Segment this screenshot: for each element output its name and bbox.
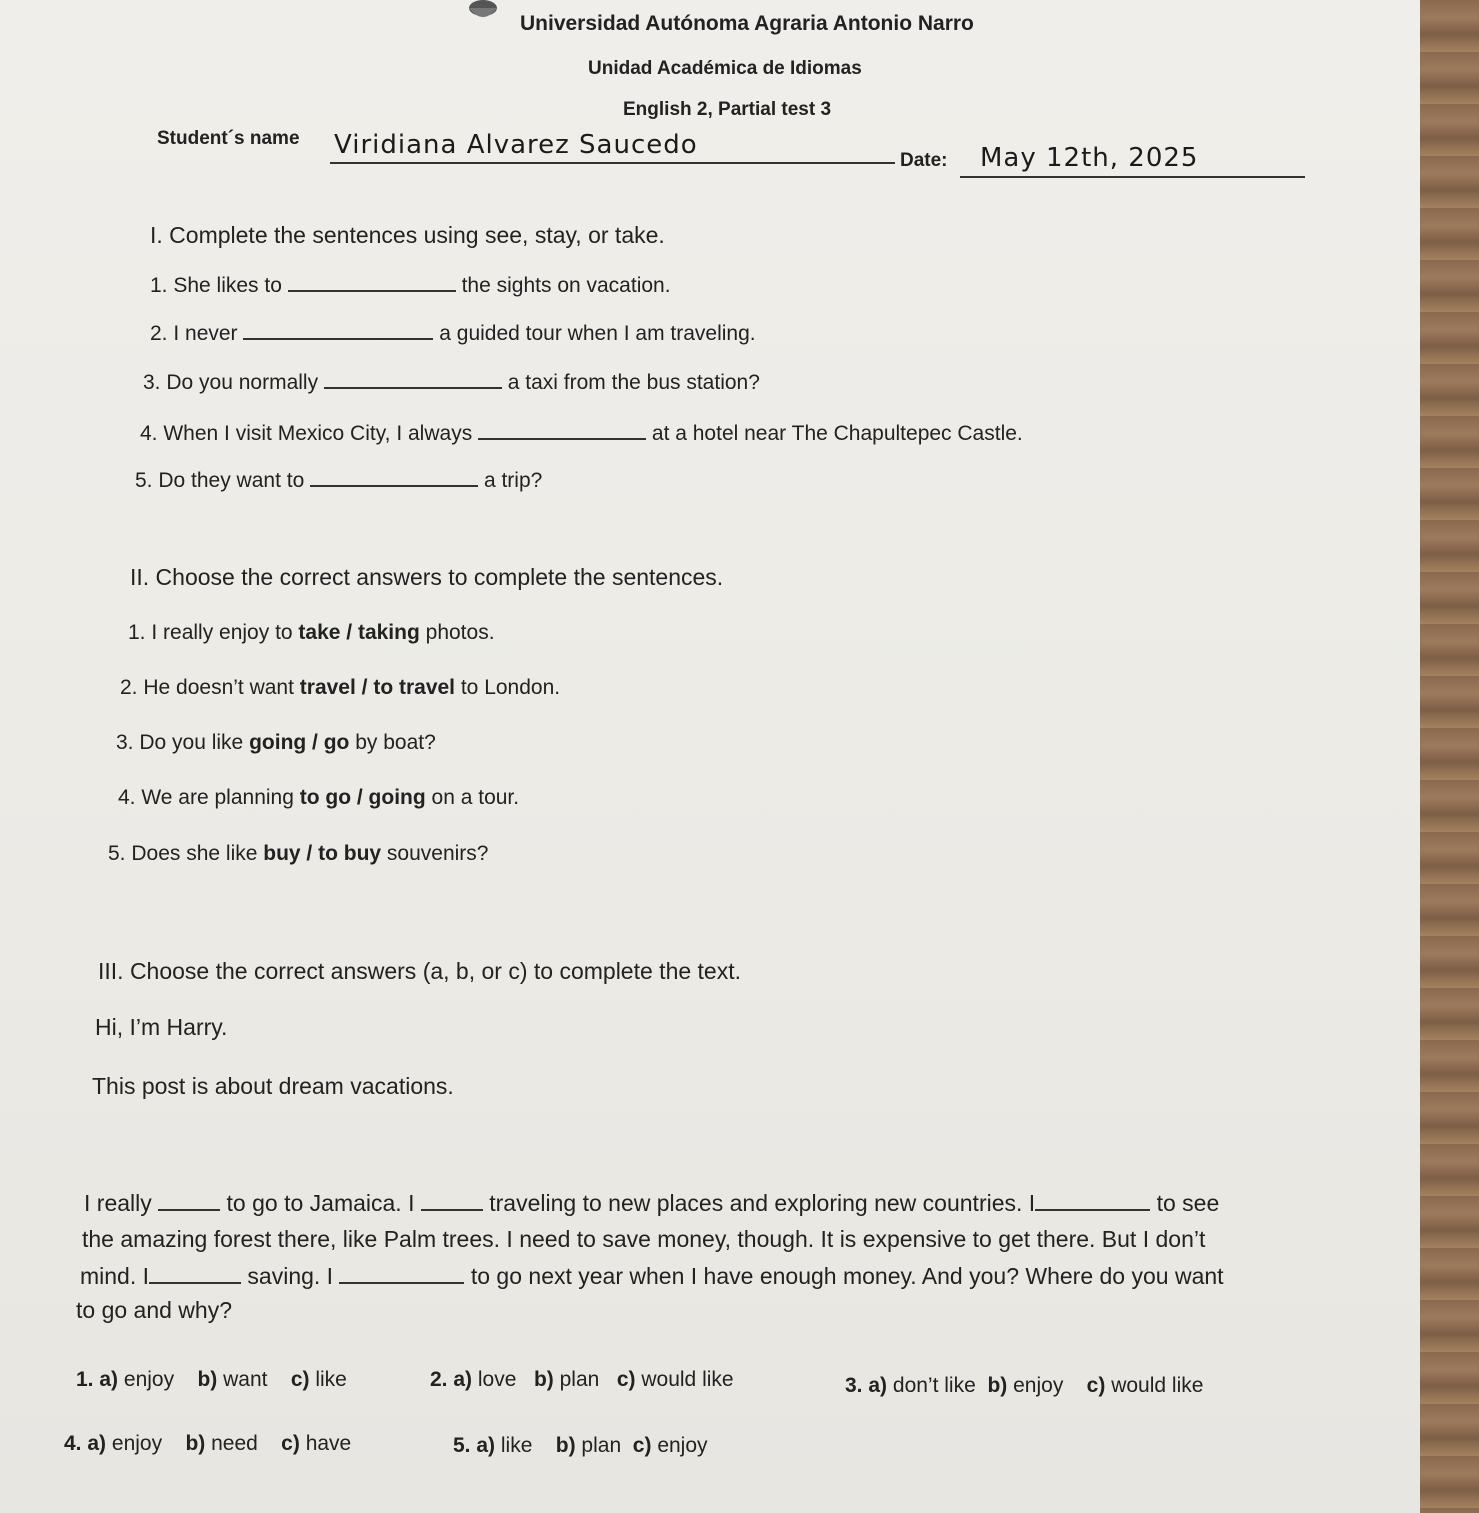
q1-option-c[interactable]: like xyxy=(315,1368,347,1391)
intro: This post is about dream vacations. xyxy=(92,1073,454,1099)
q2-option-a[interactable]: love xyxy=(477,1368,517,1391)
university-seal-icon xyxy=(465,0,501,24)
q1-option-a[interactable]: enjoy xyxy=(123,1368,175,1391)
section1-title: I. Complete the sentences using see, stay, or take. xyxy=(150,222,665,248)
student-name-label: Student´s name xyxy=(157,128,300,149)
s2-choice-1[interactable]: take / taking xyxy=(298,621,420,644)
s2-item-2: 2. He doesn’t want travel / to travel to London. xyxy=(120,676,561,699)
s1-item-1: 1. She likes to the sights on vacation. xyxy=(150,274,671,297)
section3-title: III. Choose the correct answers (a, b, or c) to complete the text. xyxy=(98,958,742,984)
options-q2: 2. a) love b) plan c) would like xyxy=(430,1368,734,1391)
s1-blank-4[interactable] xyxy=(478,420,646,440)
s1-item-5: 5. Do they want to a trip? xyxy=(135,469,543,492)
s1-blank-1[interactable] xyxy=(288,272,456,292)
text-line-3: mind. I saving. I to go next year when I have enough money. And you? Where do you want xyxy=(80,1263,1224,1289)
s1-blank-5[interactable] xyxy=(310,467,478,487)
s2-choice-5[interactable]: buy / to buy xyxy=(263,842,382,865)
q4-option-c[interactable]: have xyxy=(305,1432,352,1455)
s2-choice-3[interactable]: going / go xyxy=(249,731,350,754)
date-value[interactable]: May 12th, 2025 xyxy=(980,143,1199,173)
q4-option-a[interactable]: enjoy xyxy=(111,1432,163,1455)
s3-blank-4[interactable] xyxy=(149,1264,241,1284)
q5-option-c[interactable]: enjoy xyxy=(657,1434,708,1457)
s1-item-2: 2. I never a guided tour when I am traveling. xyxy=(150,322,756,345)
q3-option-a[interactable]: don’t like xyxy=(892,1374,976,1397)
test-title: English 2, Partial test 3 xyxy=(623,99,832,120)
options-q4: 4. a) enjoy b) need c) have xyxy=(64,1432,352,1455)
s1-item-4: 4. When I visit Mexico City, I always at a hotel near The Chapultepec Castle. xyxy=(140,422,1023,445)
s2-item-4: 4. We are planning to go / going on a tour. xyxy=(118,786,520,809)
q3-option-c[interactable]: would like xyxy=(1111,1374,1204,1397)
section2-title: II. Choose the correct answers to complete the sentences. xyxy=(130,564,724,590)
s3-blank-2[interactable] xyxy=(421,1191,483,1211)
s1-blank-2[interactable] xyxy=(243,320,433,340)
s3-blank-3[interactable] xyxy=(1035,1191,1150,1211)
q2-option-c[interactable]: would like xyxy=(641,1368,734,1391)
date-line xyxy=(960,176,1305,178)
options-q1: 1. a) enjoy b) want c) like xyxy=(76,1368,347,1391)
table-edge xyxy=(1420,0,1479,1513)
student-name-line xyxy=(330,162,895,164)
q4-option-b[interactable]: need xyxy=(211,1432,258,1455)
s2-choice-2[interactable]: travel / to travel xyxy=(299,676,456,699)
q3-option-b[interactable]: enjoy xyxy=(1013,1374,1064,1397)
s1-item-3: 3. Do you normally a taxi from the bus station? xyxy=(143,371,760,394)
greeting: Hi, I’m Harry. xyxy=(95,1014,228,1040)
s1-blank-3[interactable] xyxy=(324,369,502,389)
q5-option-b[interactable]: plan xyxy=(581,1434,622,1457)
s2-item-5: 5. Does she like buy / to buy souvenirs? xyxy=(108,842,489,865)
s2-choice-4[interactable]: to go / going xyxy=(299,786,426,809)
q1-option-b[interactable]: want xyxy=(223,1368,268,1391)
s2-item-1: 1. I really enjoy to take / taking photos. xyxy=(128,621,495,644)
s2-item-3: 3. Do you like going / go by boat? xyxy=(116,731,436,754)
s3-blank-1[interactable] xyxy=(158,1191,220,1211)
student-name-value[interactable]: Viridiana Alvarez Saucedo xyxy=(334,130,698,160)
q5-option-a[interactable]: like xyxy=(500,1434,533,1457)
options-q3: 3. a) don’t like b) enjoy c) would like xyxy=(845,1374,1204,1397)
s3-blank-5[interactable] xyxy=(339,1264,464,1284)
text-line-1: I really to go to Jamaica. I traveling to new places and exploring new countries. I to see xyxy=(84,1190,1220,1216)
date-label: Date: xyxy=(900,150,948,171)
options-q5: 5. a) like b) plan c) enjoy xyxy=(453,1434,708,1457)
university-name: Universidad Autónoma Agraria Antonio Narro xyxy=(520,12,974,35)
text-line-2: the amazing forest there, like Palm trees. I need to save money, though. It is expensive to get there. But I don’t xyxy=(82,1226,1206,1252)
text-line-4: to go and why? xyxy=(76,1297,233,1323)
q2-option-b[interactable]: plan xyxy=(559,1368,600,1391)
unit-name: Unidad Académica de Idiomas xyxy=(588,58,862,79)
